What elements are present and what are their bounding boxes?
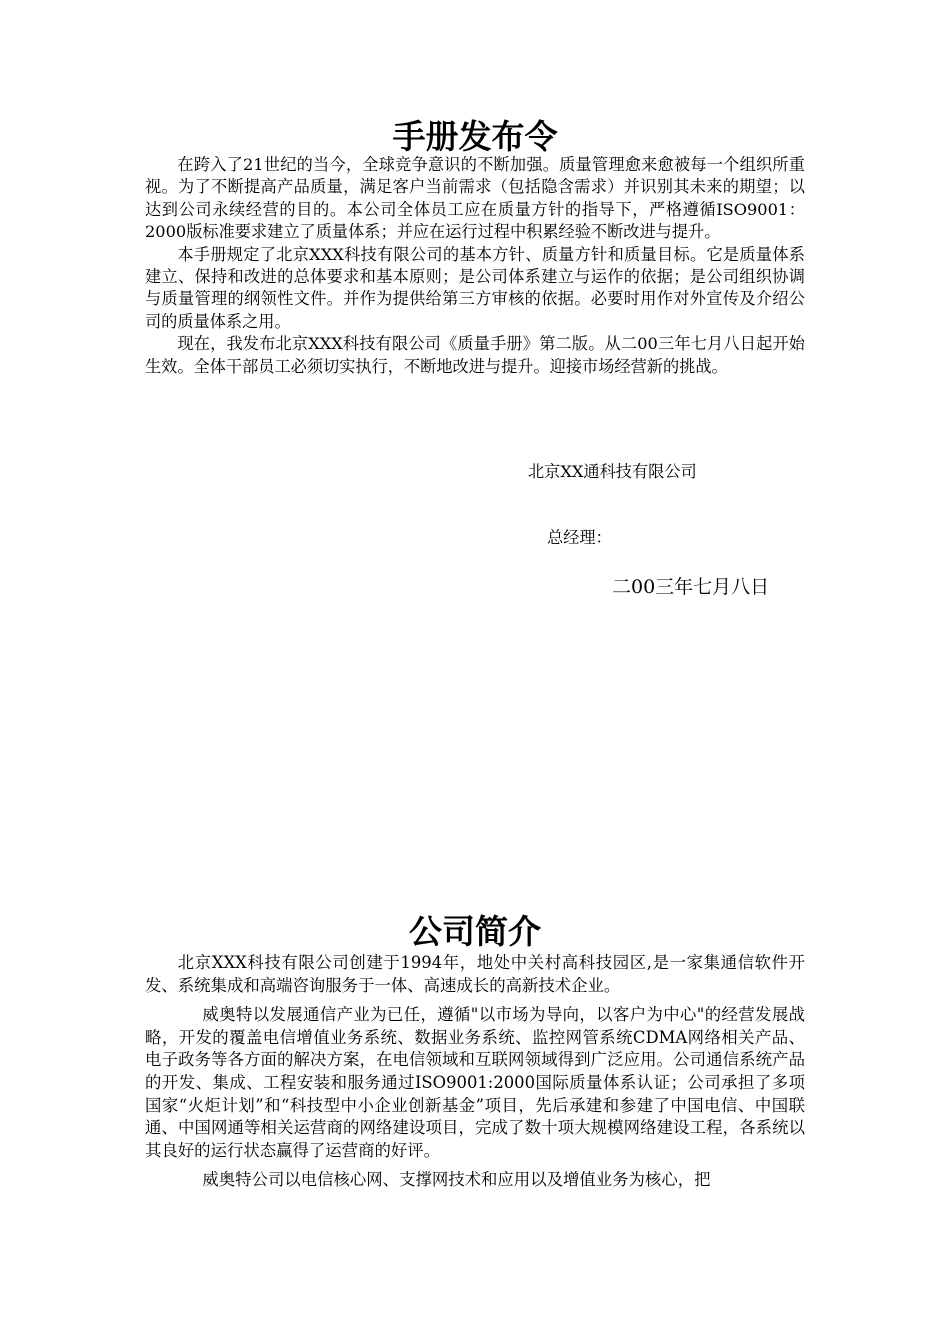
intro-paragraph-1: 北京XXX科技有限公司创建于1994年，地处中关村高科技园区,是一家集通信软件开发、系统集成和高端咨询服务于一体、高速成长的高新技术企业。 bbox=[145, 953, 805, 995]
intro-title: 公司简介 bbox=[409, 912, 541, 951]
intro-paragraph-2: 威奥特以发展通信产业为已任，遵循"以市场为导向，以客户为中心"的经营发展战略，开发的覆盖电信增值业务系统、数据业务系统、监控网管系统CDMA网络相关产品、电子政务等各方面的解决方案，在电信领域和互联网领域得到广泛应用。公司通信系统产品的开发、集成、工程安装和服务通过ISO9001:2000国际质量体系认证；公司承担了多项国家“火炬计划”和“科技型中小企业创新基金”项目，先后承建和参建了中国电信、中国联通、中国网通等相关运营商的网络建设项目，完成了数十项大规模网络建设工程，各系统以其良好的运行状态赢得了运营商的好评。 bbox=[145, 1005, 805, 1160]
decree-paragraph-2: 本手册规定了北京XXX科技有限公司的基本方针、质量方针和质量目标。它是质量体系建立、保持和改进的总体要求和基本原则；是公司体系建立与运作的依据；是公司组织协调与质量管理的纲领性文件。并作为提供给第三方审核的依据。必要时用作对外宣传及介绍公司的质量体系之用。 bbox=[145, 244, 805, 331]
intro-body bbox=[145, 952, 805, 1199]
decree-body bbox=[145, 154, 805, 378]
decree-paragraph-1: 在跨入了21世纪的当今，全球竞争意识的不断加强。质量管理愈来愈被每一个组织所重视。为了不断提高产品质量，满足客户当前需求（包括隐含需求）并识别其未来的期望；以达到公司永续经营的目的。本公司全体员工应在质量方针的指导下，严格遵循ISO9001：2000版标准要求建立了质量体系；并应在运行过程中积累经验不断改进与提升。 bbox=[145, 155, 805, 242]
signature-date: 二00三年七月八日 bbox=[612, 576, 770, 598]
decree-paragraph-3: 现在，我发布北京XXX科技有限公司《质量手册》第二版。从二00三年七月八日起开始生效。全体干部员工必须切实执行，不断地改进与提升。迎接市场经营新的挑战。 bbox=[145, 334, 805, 376]
signature-company: 北京XX通科技有限公司 bbox=[528, 462, 697, 481]
intro-paragraph-3: 威奥特公司以电信核心网、支撑网技术和应用以及增值业务为核心，把 bbox=[202, 1170, 711, 1190]
decree-title: 手册发布令 bbox=[392, 117, 558, 156]
signature-manager-label: 总经理： bbox=[547, 528, 612, 547]
